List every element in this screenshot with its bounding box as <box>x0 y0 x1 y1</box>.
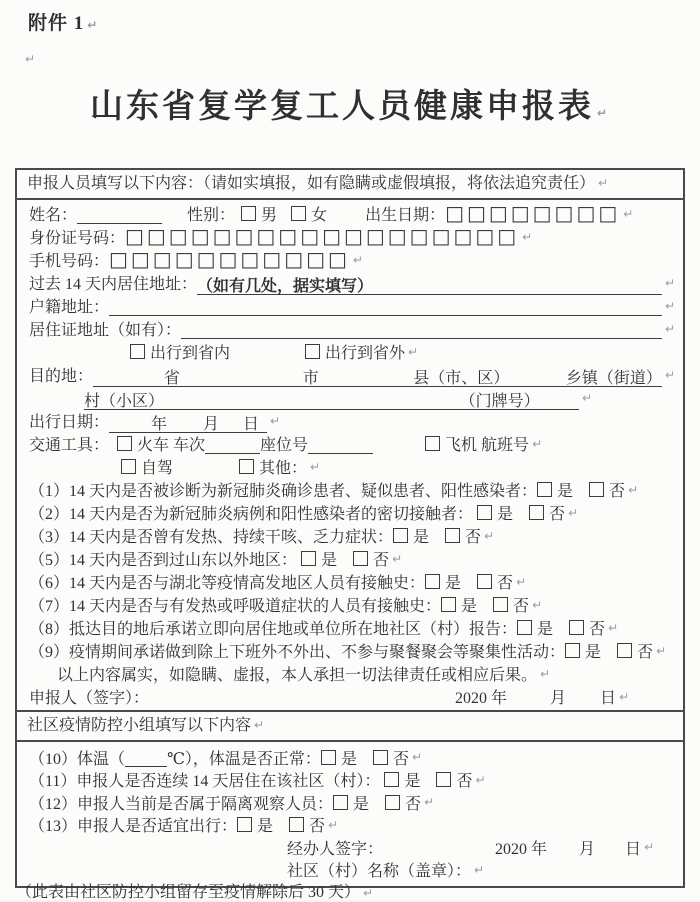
checkbox-plane[interactable] <box>425 436 440 451</box>
id-line <box>29 225 675 248</box>
q9-text: 疫情期间承诺做到除上下班外不外出、不参与聚餐聚会等聚集性活动： <box>69 644 566 661</box>
checkbox-q2-yes[interactable] <box>477 505 492 520</box>
yes-label: 是 <box>321 552 338 569</box>
trip-out-label: 出行到省外 <box>325 345 406 362</box>
yes-label: 是 <box>461 598 478 615</box>
dob-label: 出生日期： <box>365 207 446 224</box>
dob-digit-boxes[interactable]: □□□□□□□□ <box>445 200 621 225</box>
dest-county-label: 县（市、区） <box>413 369 510 387</box>
q10-line <box>29 746 675 769</box>
yes-label: 是 <box>340 750 357 768</box>
section2-header: 社区疫情防控小组填写以下内容 <box>27 717 252 734</box>
checkbox-q1-yes[interactable] <box>537 482 552 497</box>
question-line <box>29 639 675 662</box>
declarant-sign-label: 申报人（签字）： <box>29 690 150 707</box>
dest-village-label: 村（小区） <box>84 392 165 410</box>
phone-line <box>29 248 675 271</box>
q13-text: 申报人是否适宜出行： <box>77 818 238 836</box>
community-seal-label: 社区（村）名称（盖章）： <box>287 863 472 881</box>
q11-line <box>29 769 675 792</box>
checkbox-q11-yes[interactable] <box>384 772 399 787</box>
q12-number: （12） <box>29 795 78 813</box>
yes-label: 是 <box>557 483 574 500</box>
hukou-line <box>29 294 675 317</box>
no-label: 否 <box>309 818 326 836</box>
no-label: 否 <box>405 795 422 813</box>
trip-in-label: 出行到省内 <box>150 345 231 362</box>
checkbox-q11-no[interactable] <box>436 772 451 787</box>
destination-blank[interactable] <box>93 367 662 387</box>
gender-label: 性别： <box>187 207 236 224</box>
q10-post: ℃），体温是否正常： <box>167 750 321 768</box>
q5-text: 14 天内是否到过山东以外地区： <box>69 552 302 569</box>
form-table <box>15 168 685 888</box>
plane-label: 飞机 航班号 <box>445 437 530 454</box>
q10-pre: 体温（ <box>77 750 126 768</box>
question-line <box>29 478 675 501</box>
no-label: 否 <box>456 773 473 791</box>
yes-label: 是 <box>353 795 370 813</box>
trip-date-blank[interactable] <box>109 413 267 433</box>
hukou-blank[interactable] <box>109 300 662 316</box>
no-label: 否 <box>392 750 409 768</box>
checkbox-q10-no[interactable] <box>373 750 388 765</box>
no-label: 否 <box>465 529 482 546</box>
q9-number: （9） <box>29 644 70 661</box>
village-line <box>29 386 675 409</box>
checkbox-trip-within-province[interactable] <box>130 344 145 359</box>
permit-label: 居住证地址（如有）： <box>29 322 182 339</box>
transport-label: 交通工具： <box>29 437 110 454</box>
dest-city-label: 市 <box>302 369 319 387</box>
question-line <box>29 547 675 570</box>
handler-day-label: 日 <box>625 840 642 858</box>
retention-note: （此表由社区防控小组留存至疫情解除后 30 天） ↵ <box>16 879 373 902</box>
q12-line <box>29 791 675 814</box>
sign-day-label: 日 <box>600 690 617 707</box>
permit-line <box>29 317 675 340</box>
yes-label: 是 <box>404 773 421 791</box>
q12-text: 申报人当前是否属于隔离观察人员： <box>77 795 334 813</box>
yes-label: 是 <box>497 506 514 523</box>
handler-year-label: 2020 年 <box>495 840 548 858</box>
checkbox-q13-no[interactable] <box>289 817 304 832</box>
permit-blank[interactable] <box>181 323 662 339</box>
section2-header-row <box>17 710 683 742</box>
question-line <box>29 570 675 593</box>
month-label: 月 <box>203 415 220 433</box>
no-label: 否 <box>497 575 514 592</box>
handler-signature-line <box>29 836 675 859</box>
dest-town-label: 乡镇（街道） <box>565 369 662 387</box>
year-label: 年 <box>151 415 168 433</box>
addr14-line <box>29 271 675 294</box>
checkbox-q9-no[interactable] <box>617 643 632 658</box>
checkbox-q7-yes[interactable] <box>441 597 456 612</box>
checkbox-other-transport[interactable] <box>239 459 254 474</box>
name-label: 姓名： <box>29 207 78 224</box>
trip-scope-line <box>29 340 675 363</box>
q13-number: （13） <box>29 818 78 836</box>
yes-label: 是 <box>257 818 274 836</box>
checkbox-trip-outside-province[interactable] <box>305 344 320 359</box>
page-title: 山东省复学复工人员健康申报表 ↵ <box>0 80 700 127</box>
q2-text: 14 天内是否为新冠肺炎病例和阳性感染者的密切接触者： <box>69 506 478 523</box>
handler-sign-label: 经办人签字： <box>287 840 384 858</box>
no-label: 否 <box>589 621 606 638</box>
checkbox-self-drive[interactable] <box>121 459 136 474</box>
checkbox-q6-yes[interactable] <box>425 574 440 589</box>
checkbox-q6-no[interactable] <box>477 574 492 589</box>
question-line <box>29 616 675 639</box>
q1-number: （1） <box>29 483 70 500</box>
no-label: 否 <box>513 598 530 615</box>
question-line <box>29 593 675 616</box>
destination-label: 目的地： <box>29 368 94 385</box>
attachment-label: 附件 1 ↵ <box>28 8 98 35</box>
paragraph-mark <box>22 50 35 68</box>
checkbox-q3-no[interactable] <box>445 528 460 543</box>
dest-province-label: 省 <box>163 369 180 387</box>
handler-month-label: 月 <box>579 840 596 858</box>
yes-label: 是 <box>445 575 462 592</box>
seat-number-blank[interactable] <box>308 438 373 454</box>
other-transport-label: 其他： <box>259 460 308 477</box>
q8-text: 抵达目的地后承诺立即向居住地或单位所在地社区（村）报告： <box>69 621 518 638</box>
train-number-blank[interactable] <box>205 438 260 454</box>
train-label: 火车 车次 <box>137 437 206 454</box>
checkbox-q10-yes[interactable] <box>321 750 336 765</box>
q5-number: （5） <box>29 552 70 569</box>
trip-date-label: 出行日期： <box>29 414 110 431</box>
no-label: 否 <box>609 483 626 500</box>
q3-number: （3） <box>29 529 70 546</box>
checkbox-q8-no[interactable] <box>569 620 584 635</box>
section1-header: 申报人员填写以下内容：（请如实填报，如有隐瞒或虚假填报，将依法追究责任） <box>27 175 596 192</box>
checkbox-q5-no[interactable] <box>353 551 368 566</box>
checkbox-q8-yes[interactable] <box>517 620 532 635</box>
q1-text: 14 天内是否被诊断为新冠肺炎确诊患者、疑似患者、阳性感染者： <box>69 483 538 500</box>
q2-number: （2） <box>29 506 70 523</box>
id-digit-boxes[interactable]: □□□□□□□□□□□□□□□□□□ <box>125 223 520 248</box>
dest-house-label: （门牌号） <box>459 392 540 410</box>
transport-line-2 <box>29 455 675 478</box>
male-label: 男 <box>261 207 278 224</box>
checkbox-train[interactable] <box>117 436 132 451</box>
day-label: 日 <box>243 415 260 433</box>
village-blank[interactable] <box>84 390 579 410</box>
sign-year-label: 2020 年 <box>455 690 508 707</box>
addr14-blank[interactable] <box>197 275 662 295</box>
checkbox-q2-no[interactable] <box>529 505 544 520</box>
q11-text: 申报人是否连续 14 天居住在该社区（村）： <box>76 773 385 791</box>
destination-line <box>29 363 675 386</box>
section1-header-row <box>17 170 683 200</box>
section1-body <box>17 200 683 710</box>
no-label: 否 <box>549 506 566 523</box>
transport-line <box>29 432 675 455</box>
name-blank[interactable] <box>77 208 162 224</box>
sign-month-label: 月 <box>550 690 567 707</box>
checkbox-q13-yes[interactable] <box>237 817 252 832</box>
community-seal-line <box>29 859 675 882</box>
checkbox-q7-no[interactable] <box>493 597 508 612</box>
addr14-hint: （如有几处，据实填写） <box>197 277 374 295</box>
yes-label: 是 <box>537 621 554 638</box>
q8-number: （8） <box>29 621 70 638</box>
yes-label: 是 <box>413 529 430 546</box>
female-label: 女 <box>311 207 328 224</box>
trip-date-line <box>29 409 675 432</box>
id-label: 身份证号码： <box>29 230 126 247</box>
seat-label: 座位号 <box>260 437 309 454</box>
no-label: 否 <box>637 644 654 661</box>
name-gender-dob-line <box>29 202 675 225</box>
addr14-label: 过去 14 天内居住地址： <box>29 276 198 293</box>
checkbox-q1-no[interactable] <box>589 482 604 497</box>
q10-number: （10） <box>29 750 78 768</box>
question-line <box>29 501 675 524</box>
checkbox-female[interactable] <box>291 206 306 221</box>
self-drive-label: 自驾 <box>141 460 174 477</box>
temperature-blank[interactable] <box>125 751 167 767</box>
phone-label: 手机号码： <box>29 253 110 270</box>
hukou-label: 户籍地址： <box>29 299 110 316</box>
q3-text: 14 天内是否曾有发热、持续干咳、乏力症状： <box>69 529 394 546</box>
checkbox-q9-yes[interactable] <box>565 643 580 658</box>
checkbox-q3-yes[interactable] <box>393 528 408 543</box>
yes-label: 是 <box>585 644 602 661</box>
q7-text: 14 天内是否与有发热或呼吸道症状的人员有接触史： <box>69 598 442 615</box>
checkbox-q12-yes[interactable] <box>333 795 348 810</box>
q7-number: （7） <box>29 598 70 615</box>
q6-number: （6） <box>29 575 70 592</box>
pledge-line <box>29 662 675 685</box>
checkbox-q12-no[interactable] <box>385 795 400 810</box>
q11-number: （11） <box>29 773 77 791</box>
checkbox-male[interactable] <box>241 206 256 221</box>
question-line <box>29 524 675 547</box>
no-label: 否 <box>373 552 390 569</box>
section2-body <box>17 742 683 886</box>
q6-text: 14 天内是否与湖北等疫情高发地区人员有接触史： <box>69 575 426 592</box>
pledge-text: 以上内容属实，如隐瞒、虚报，本人承担一切法律责任或相应后果。 <box>57 667 538 684</box>
checkbox-q5-yes[interactable] <box>301 551 316 566</box>
q13-line <box>29 814 675 837</box>
phone-digit-boxes[interactable]: □□□□□□□□□□□ <box>109 246 350 271</box>
declarant-signature-line <box>29 685 675 708</box>
